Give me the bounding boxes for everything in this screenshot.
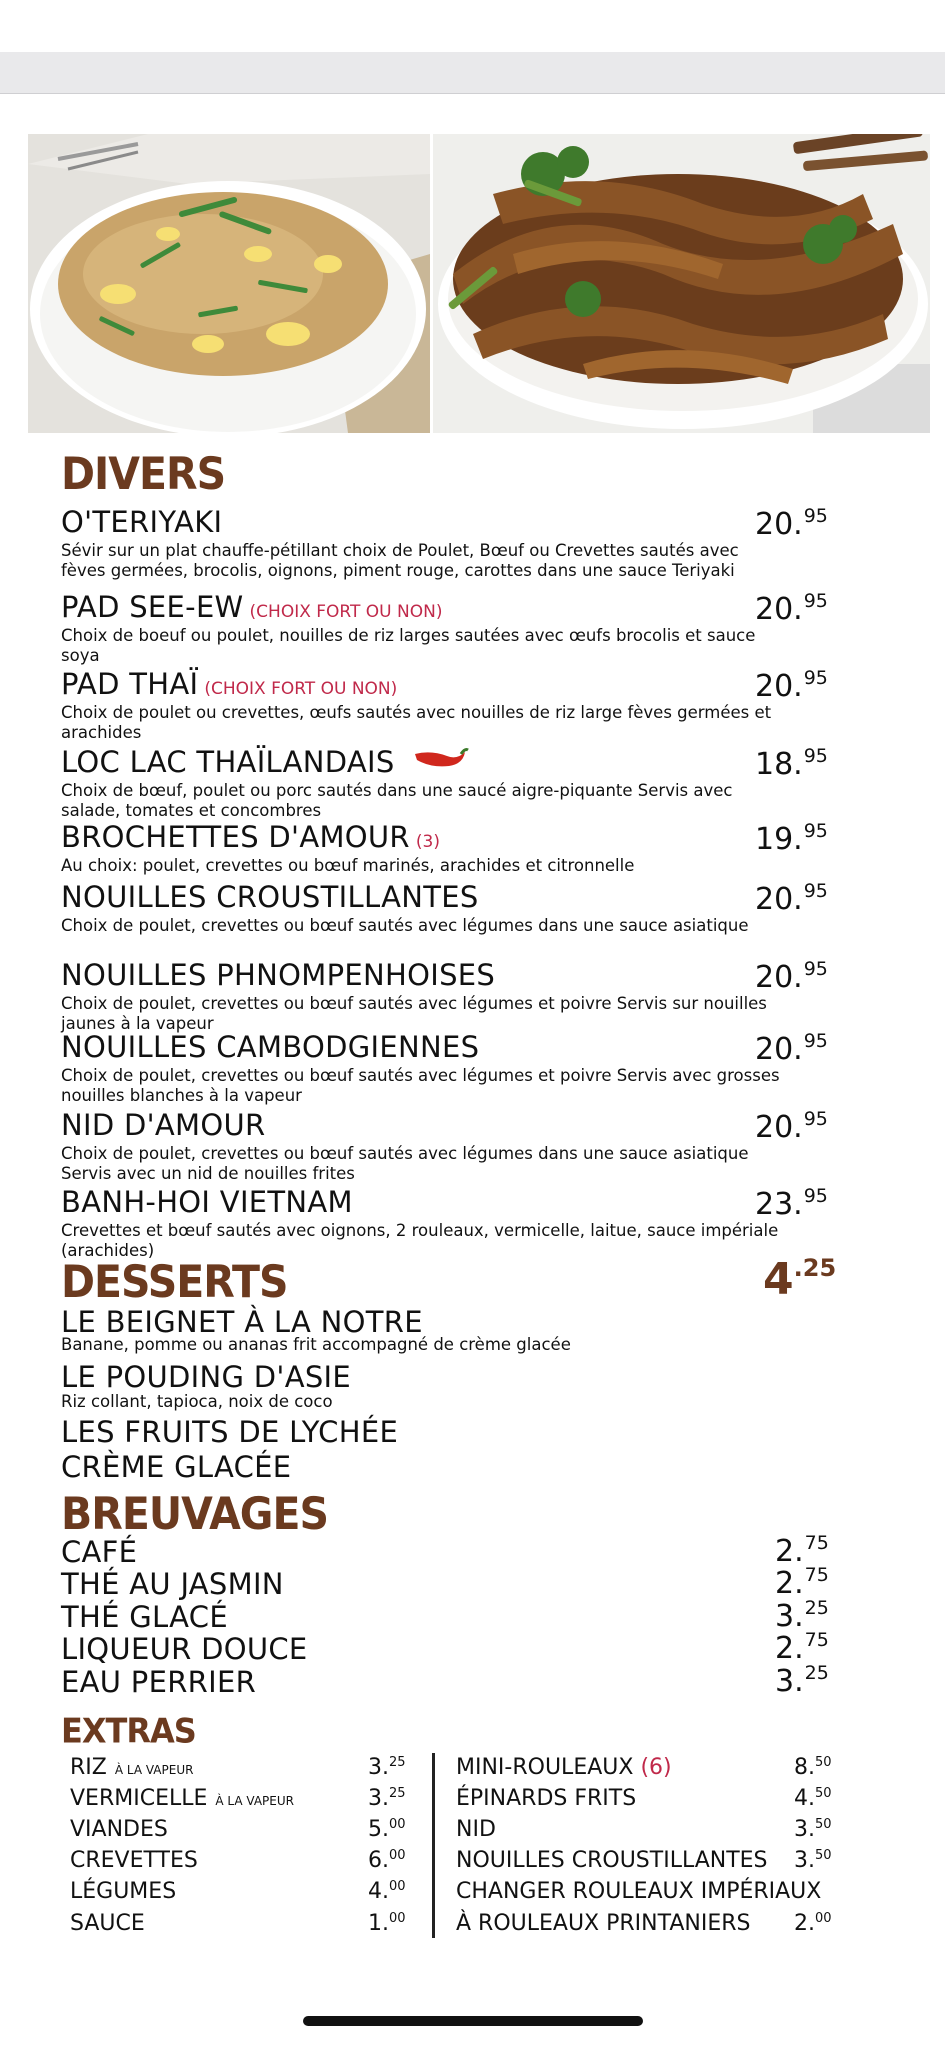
item-title: NOUILLES PHNOMPENHOISES bbox=[61, 958, 496, 992]
menu-item-name bbox=[61, 958, 495, 992]
menu-item-description: Choix de poulet, crevettes ou bœuf sautés avec légumes dans une sauce asiatique Servis avec un nid de nouilles frites bbox=[61, 1144, 749, 1183]
price-main: 8. bbox=[794, 1755, 815, 1780]
price-cents: 95 bbox=[803, 590, 828, 612]
extra-item-price bbox=[368, 1911, 406, 1936]
extra-item-name bbox=[70, 1848, 198, 1873]
price-main: 3. bbox=[368, 1755, 389, 1780]
menu-item-description: Sévir sur un plat chauffe-pétillant choix de Poulet, Bœuf ou Crevettes sautés avec fèves germées, brocolis, oignons, piment rouge, carottes dans une sauce Teriyaki bbox=[61, 541, 739, 580]
price-main: 18. bbox=[755, 747, 803, 782]
extra-item-name bbox=[70, 1755, 193, 1780]
menu-item-name bbox=[61, 505, 222, 539]
desserts-price: $4^{.25}$ bbox=[763, 1254, 837, 1305]
price-main: 2. bbox=[775, 1534, 804, 1569]
price-cents: 00 bbox=[389, 1911, 406, 1926]
chili-pepper-icon bbox=[411, 745, 469, 779]
dessert-item-name: LE POUDING D'ASIE bbox=[61, 1360, 352, 1394]
price-cents: 25 bbox=[389, 1786, 406, 1801]
extra-item-name bbox=[70, 1786, 294, 1811]
menu-item-name bbox=[61, 1108, 265, 1142]
price-cents: 95 bbox=[803, 1030, 828, 1052]
menu-item-description: Choix de poulet, crevettes ou bœuf sautés avec légumes et poivre Servis sur nouilles jaunes à la vapeur bbox=[61, 994, 767, 1033]
menu-item-name bbox=[61, 745, 469, 779]
price-cents: 95 bbox=[803, 505, 828, 527]
price-main: 5. bbox=[368, 1817, 389, 1842]
price-cents: 95 bbox=[803, 667, 828, 689]
dessert-item-name: LES FRUITS DE LYCHÉE bbox=[61, 1415, 399, 1449]
beverage-item-name: THÉ GLACÉ bbox=[61, 1600, 228, 1634]
price-cents: 25 bbox=[804, 1597, 829, 1619]
dessert-item-name: CRÈME GLACÉE bbox=[61, 1450, 292, 1484]
price-main: 4. bbox=[368, 1879, 389, 1904]
dessert-item-description: Banane, pomme ou ananas frit accompagné de crème glacée bbox=[61, 1335, 571, 1354]
item-title: PAD SEE-EW bbox=[61, 590, 244, 624]
status-bar bbox=[0, 0, 945, 52]
food-photos bbox=[28, 134, 930, 433]
menu-item-description: Choix de poulet ou crevettes, œufs sautés avec nouilles de riz large fèves germées et arachides bbox=[61, 703, 772, 742]
extra-item-name bbox=[70, 1879, 176, 1904]
extra-note: À LA VAPEUR bbox=[114, 1763, 194, 1777]
extra-title: ÉPINARDS FRITS bbox=[456, 1786, 637, 1811]
price-main: 2. bbox=[775, 1631, 804, 1666]
price-main: 6. bbox=[368, 1848, 389, 1873]
item-title: PAD THAÏ bbox=[61, 667, 199, 701]
price-main: 3. bbox=[794, 1848, 815, 1873]
price-cents: 50 bbox=[815, 1817, 832, 1832]
section-title-breuvages: BREUVAGES bbox=[61, 1488, 328, 1540]
extras-divider bbox=[432, 1753, 435, 1938]
extra-item-price bbox=[368, 1848, 406, 1873]
extra-title: À ROULEAUX PRINTANIERS bbox=[456, 1911, 751, 1936]
section-title-desserts: DESSERTS bbox=[61, 1256, 288, 1308]
extra-note: À LA VAPEUR bbox=[215, 1794, 294, 1808]
pad-see-ew-photo bbox=[433, 134, 930, 433]
menu-item-name bbox=[61, 880, 479, 914]
price-main: 2. bbox=[775, 1566, 804, 1601]
menu-item-price bbox=[755, 1108, 828, 1145]
extra-item-name bbox=[456, 1755, 672, 1780]
beverage-item-name: CAFÉ bbox=[61, 1535, 138, 1569]
price-cents: 75 bbox=[804, 1564, 829, 1586]
price-cents: 00 bbox=[389, 1879, 406, 1894]
menu-item-description: Choix de boeuf ou poulet, nouilles de riz larges sautées avec œufs brocolis et sauce soya bbox=[61, 626, 756, 665]
extra-item-price bbox=[794, 1911, 832, 1936]
price-cents: 50 bbox=[815, 1786, 832, 1801]
item-title: NOUILLES CROUSTILLANTES bbox=[61, 880, 479, 914]
beverage-item-price bbox=[775, 1662, 829, 1699]
menu-item-price bbox=[755, 590, 828, 627]
item-note: (3) bbox=[415, 832, 440, 852]
beverage-item-price bbox=[775, 1629, 829, 1666]
extra-item-name bbox=[70, 1911, 145, 1936]
menu-item-name bbox=[61, 590, 442, 624]
price-cents: 50 bbox=[815, 1848, 832, 1863]
price-cents: 95 bbox=[803, 1185, 828, 1207]
price-main: 3. bbox=[794, 1817, 815, 1842]
price-main: 20. bbox=[755, 669, 803, 704]
price-cents: 00 bbox=[389, 1848, 406, 1863]
price-main: 3. bbox=[775, 1664, 804, 1699]
extra-title: SAUCE bbox=[70, 1911, 145, 1936]
extra-item-price bbox=[794, 1755, 832, 1780]
menu-item-name bbox=[61, 1030, 479, 1064]
menu-item-price bbox=[755, 880, 828, 917]
section-title-divers: DIVERS bbox=[61, 448, 226, 500]
menu-item-price bbox=[755, 1030, 828, 1067]
section-title-extras: EXTRAS bbox=[61, 1711, 196, 1751]
menu-item-name bbox=[61, 820, 440, 854]
item-title: BROCHETTES D'AMOUR bbox=[61, 820, 410, 854]
price-cents: 25 bbox=[804, 1662, 829, 1684]
price-main: 23. bbox=[755, 1187, 803, 1222]
extra-item-price bbox=[368, 1755, 406, 1780]
extra-title: MINI-ROULEAUX bbox=[456, 1755, 634, 1780]
menu-item-price bbox=[755, 505, 828, 542]
menu-item-description: Choix de bœuf, poulet ou porc sautés dans une saucé aigre-piquante Servis avec salade, tomates et concombres bbox=[61, 781, 733, 820]
extra-item-price bbox=[368, 1817, 406, 1842]
extra-item-name bbox=[456, 1911, 751, 1936]
home-indicator bbox=[303, 2016, 643, 2026]
beverage-item-price bbox=[775, 1564, 829, 1601]
dessert-item-name: LE BEIGNET À LA NOTRE bbox=[61, 1305, 423, 1339]
price-main: 20. bbox=[755, 882, 803, 917]
price-main: 1. bbox=[368, 1911, 389, 1936]
menu-item-price bbox=[755, 958, 828, 995]
extra-item-price bbox=[794, 1786, 832, 1811]
price-cents: 25 bbox=[389, 1755, 406, 1770]
extra-title: VIANDES bbox=[70, 1817, 168, 1842]
extra-item-price bbox=[794, 1848, 832, 1873]
price-cents: 95 bbox=[803, 820, 828, 842]
beverage-item-name: EAU PERRIER bbox=[61, 1665, 257, 1699]
extra-title: CHANGER ROULEAUX IMPÉRIAUX bbox=[456, 1879, 822, 1904]
item-title: BANH-HOI VIETNAM bbox=[61, 1185, 353, 1219]
extra-title: NID bbox=[456, 1817, 496, 1842]
price-cents: 75 bbox=[804, 1629, 829, 1651]
price-cents: 95 bbox=[803, 1108, 828, 1130]
dessert-item-description: Riz collant, tapioca, noix de coco bbox=[61, 1392, 333, 1411]
price-main: 20. bbox=[755, 960, 803, 995]
price-main: 4. bbox=[794, 1786, 815, 1811]
extra-title: NOUILLES CROUSTILLANTES bbox=[456, 1848, 768, 1873]
price-cents: 95 bbox=[803, 745, 828, 767]
extra-title: RIZ bbox=[70, 1755, 107, 1780]
menu-item-description: Choix de poulet, crevettes ou bœuf sautés avec légumes dans une sauce asiatique bbox=[61, 916, 749, 935]
item-title: NID D'AMOUR bbox=[61, 1108, 266, 1142]
item-title: NOUILLES CAMBODGIENNES bbox=[61, 1030, 480, 1064]
price-main: 20. bbox=[755, 507, 803, 542]
extra-title: VERMICELLE bbox=[70, 1786, 208, 1811]
extra-item-name bbox=[456, 1848, 768, 1873]
item-note: (CHOIX FORT OU NON) bbox=[249, 602, 443, 622]
extra-count: (6) bbox=[633, 1755, 672, 1780]
price-cents: 95 bbox=[803, 880, 828, 902]
extra-item-price bbox=[794, 1817, 832, 1842]
price-cents: 50 bbox=[815, 1755, 832, 1770]
menu-item-price bbox=[755, 667, 828, 704]
menu-item-price bbox=[755, 820, 828, 857]
beverage-item-name: LIQUEUR DOUCE bbox=[61, 1632, 308, 1666]
menu-item-price bbox=[755, 745, 828, 782]
extra-item-price bbox=[368, 1786, 406, 1811]
extra-title: CREVETTES bbox=[70, 1848, 198, 1873]
extra-item-name bbox=[70, 1817, 168, 1842]
price-main: 2. bbox=[794, 1911, 815, 1936]
browser-toolbar bbox=[0, 52, 945, 94]
menu-item-description: Choix de poulet, crevettes ou bœuf sautés avec légumes et poivre Servis avec grosses nouilles blanches à la vapeur bbox=[61, 1066, 780, 1105]
price-cents: 95 bbox=[803, 958, 828, 980]
price-cents: 00 bbox=[389, 1817, 406, 1832]
price-main: 3. bbox=[368, 1786, 389, 1811]
menu-item-description: Au choix: poulet, crevettes ou bœuf marinés, arachides et citronnelle bbox=[61, 856, 635, 875]
item-title: LOC LAC THAÏLANDAIS bbox=[61, 745, 395, 779]
extra-item-name bbox=[456, 1879, 821, 1904]
price-main: 19. bbox=[755, 822, 803, 857]
extra-item-name bbox=[456, 1786, 636, 1811]
price-cents: 00 bbox=[815, 1911, 832, 1926]
item-note: (CHOIX FORT OU NON) bbox=[204, 679, 398, 699]
menu-item-description: Crevettes et bœuf sautés avec oignons, 2 rouleaux, vermicelle, laitue, sauce impériale (arachides) bbox=[61, 1221, 779, 1260]
price-cents: 75 bbox=[804, 1532, 829, 1554]
extra-item-name bbox=[456, 1817, 496, 1842]
extra-title: LÉGUMES bbox=[70, 1879, 177, 1904]
price-main: 20. bbox=[755, 592, 803, 627]
menu-item-name bbox=[61, 667, 397, 701]
price-main: 20. bbox=[755, 1110, 803, 1145]
price-main: 3. bbox=[775, 1599, 804, 1634]
menu-item-price bbox=[755, 1185, 828, 1222]
menu-item-name bbox=[61, 1185, 353, 1219]
item-title: O'TERIYAKI bbox=[61, 505, 223, 539]
fried-rice-photo bbox=[28, 134, 430, 433]
beverage-item-name: THÉ AU JASMIN bbox=[61, 1567, 284, 1601]
price-main: 20. bbox=[755, 1032, 803, 1067]
extra-item-price bbox=[368, 1879, 406, 1904]
